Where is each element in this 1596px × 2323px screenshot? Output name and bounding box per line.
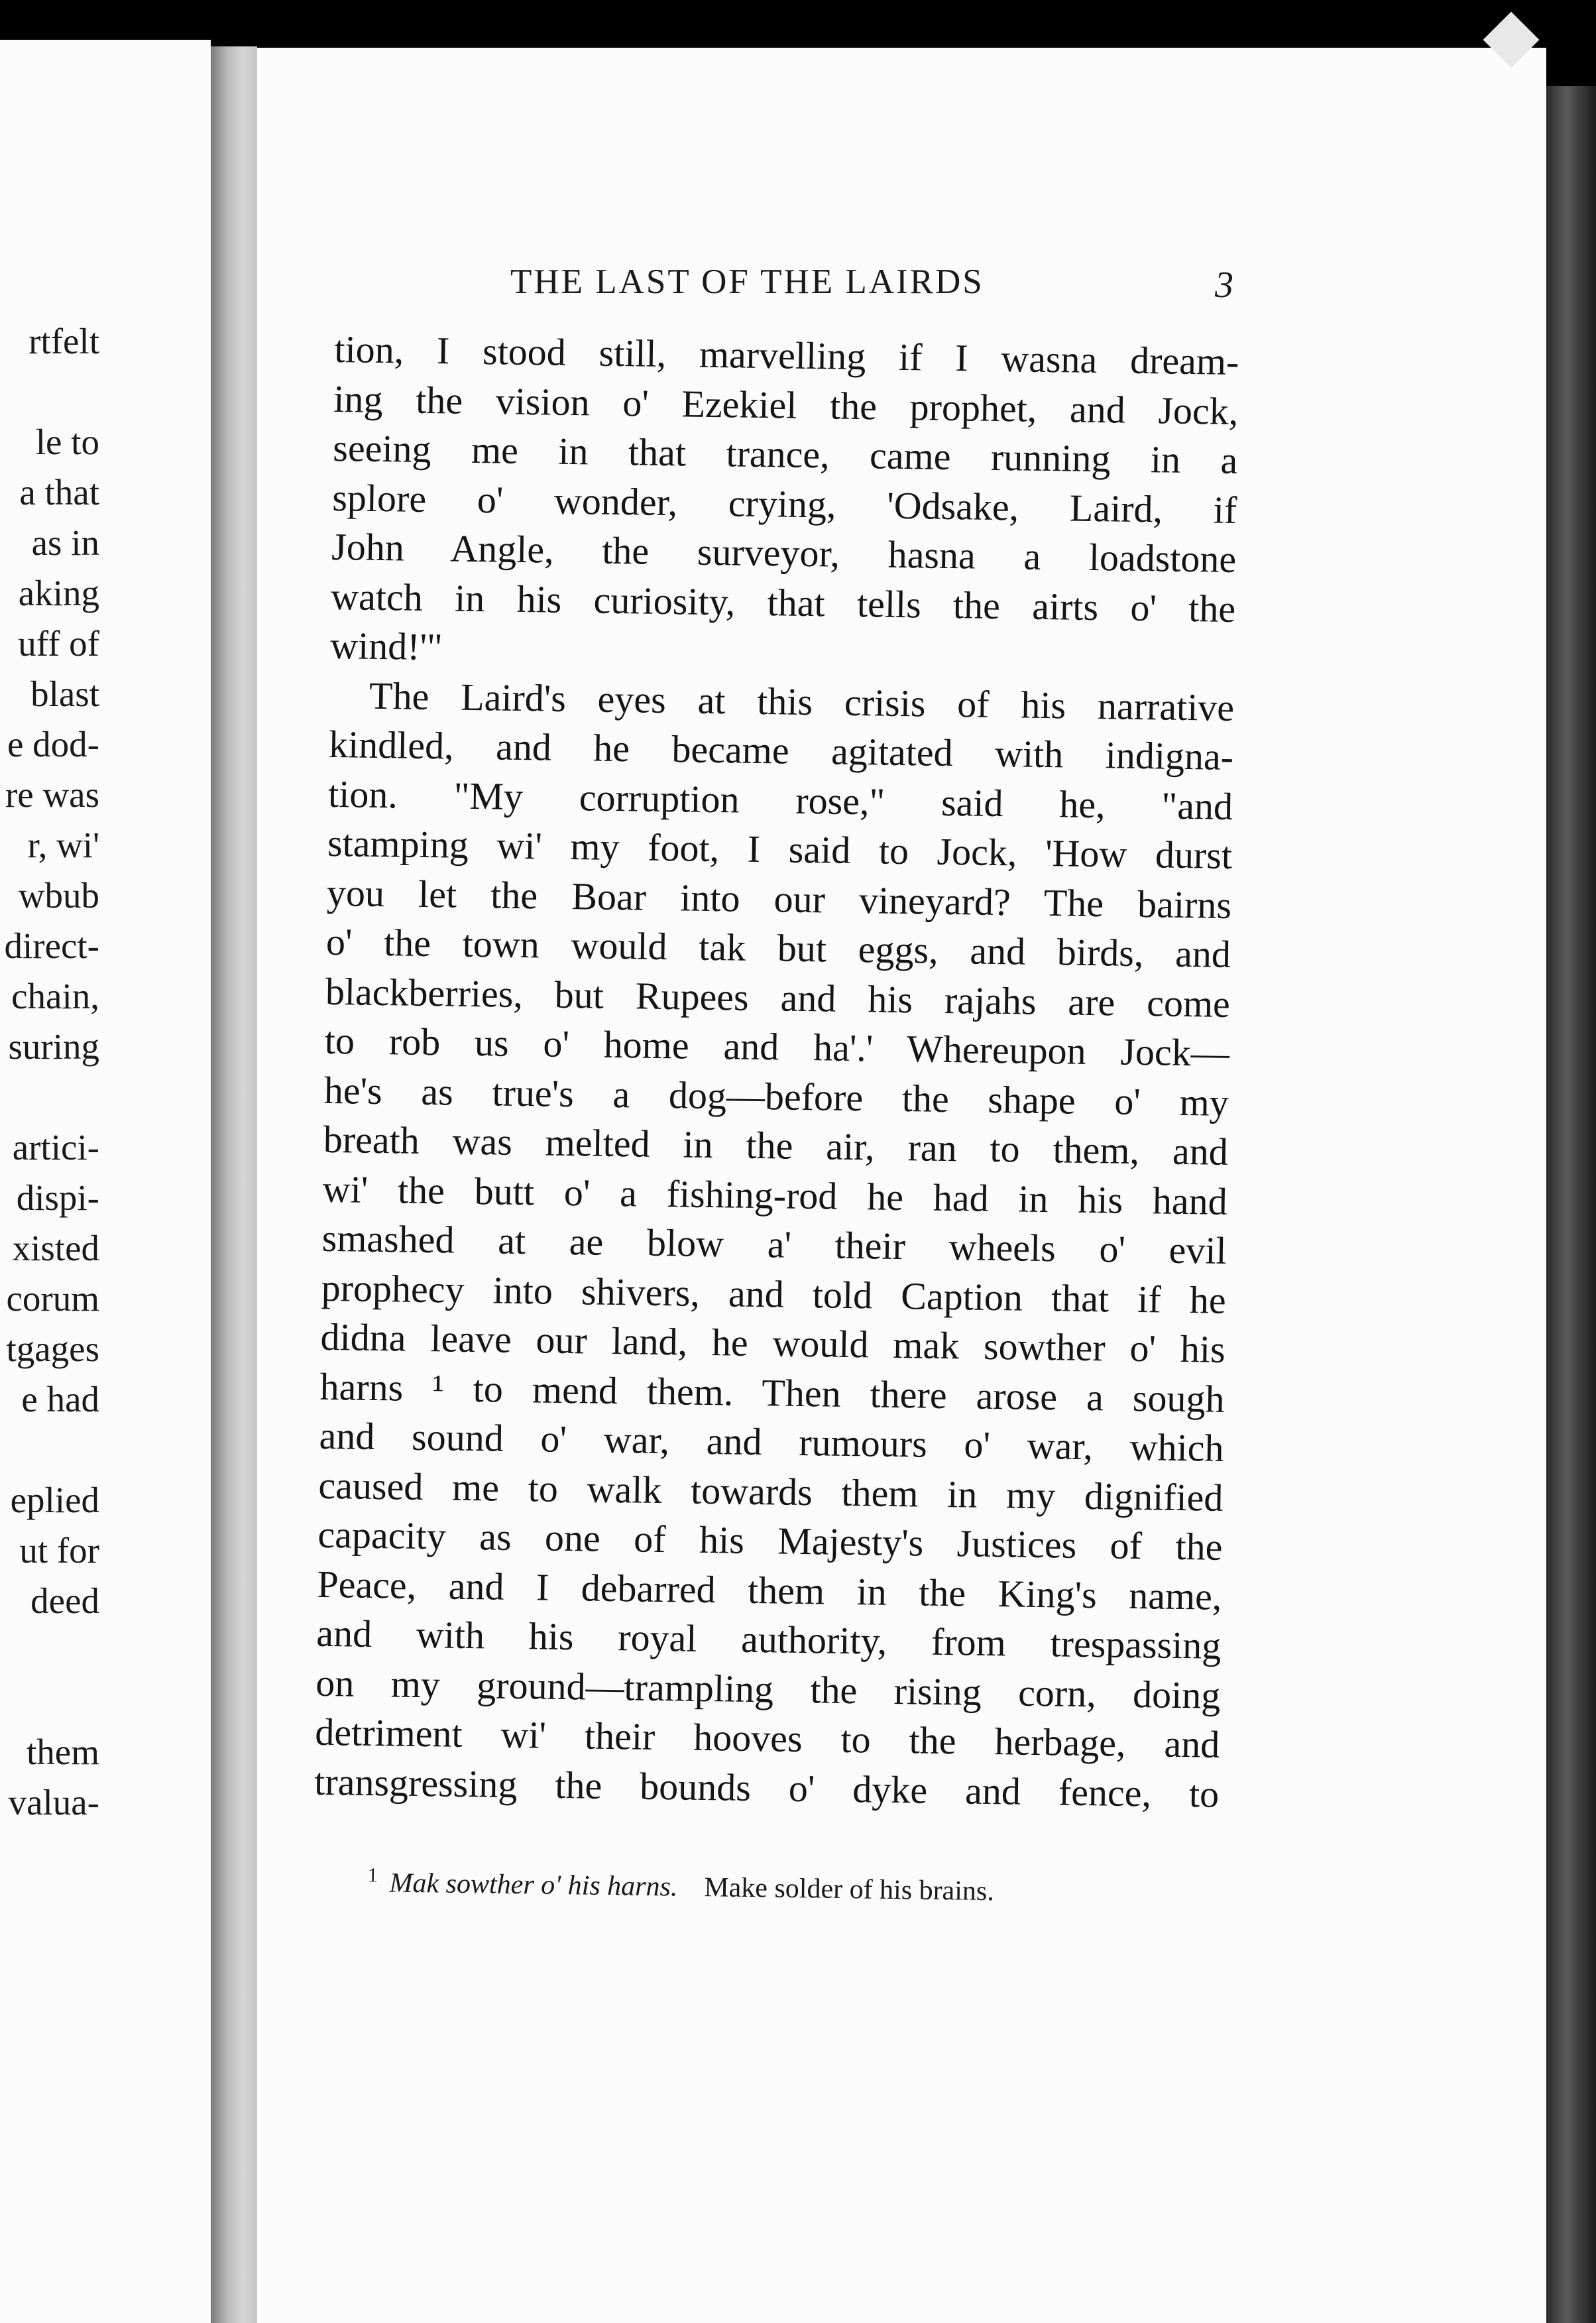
left-page-fragment: corum <box>6 1278 99 1319</box>
left-page-fragment: r, wi' <box>27 825 99 865</box>
left-page-fragment: aking <box>18 573 99 613</box>
body-line: John Angle, the surveyor, hasna a loadstone <box>331 524 1237 581</box>
body-line: harns ¹ to mend them. Then there arose a sough <box>319 1364 1225 1421</box>
body-line: wind!'" <box>329 623 443 669</box>
body-line: transgressing the bounds o' dyke and fence, to <box>314 1759 1220 1816</box>
body-line: The Laird's eyes at this crisis of his narrative <box>369 674 1235 729</box>
body-line: wi' the butt o' a fishing-rod he had in his hand <box>322 1167 1228 1223</box>
left-page-fragment: ut for <box>19 1530 99 1571</box>
body-line: tion, I stood still, marvelling if I wasna dream- <box>334 327 1239 384</box>
book-page-edges <box>1546 86 1596 2323</box>
left-page-fragment: le to <box>35 422 99 462</box>
left-page-fragment: deed <box>30 1580 99 1621</box>
left-facing-page <box>0 40 211 2323</box>
body-line: blackberries, but Rupees and his rajahs are come <box>325 969 1231 1026</box>
running-head: THE LAST OF THE LAIRDS <box>510 263 984 301</box>
footnote-mark: 1 <box>367 1864 378 1887</box>
body-line: caused me to walk towards them in my dignified <box>318 1463 1224 1519</box>
body-line: capacity as one of his Majesty's Justices of the <box>317 1512 1223 1569</box>
body-line: Peace, and I debarred them in the King's name, <box>317 1562 1222 1618</box>
body-line: seeing me in that trance, came running in a <box>332 426 1238 483</box>
left-page-fragment: blast <box>30 674 99 714</box>
left-page-fragment: e dod- <box>7 724 99 764</box>
body-line: ing the vision o' Ezekiel the prophet, and Jock, <box>333 377 1239 433</box>
left-page-fragment: xisted <box>12 1228 99 1268</box>
body-line: kindled, and he became agitated with indigna- <box>328 722 1234 778</box>
body-line: smashed at ae blow a' their wheels o' evil <box>321 1216 1227 1272</box>
body-line: he's as true's a dog—before the shape o' my <box>323 1068 1229 1124</box>
left-page-fragment: tgages <box>6 1329 99 1369</box>
book-gutter-shadow <box>211 46 257 2323</box>
body-line: and sound o' war, and rumours o' war, which <box>319 1413 1224 1470</box>
left-page-fragment: valua- <box>8 1782 99 1822</box>
left-page-fragment: dispi- <box>16 1177 99 1218</box>
left-page-fragment: re was <box>5 774 99 815</box>
footnote-phrase: Mak sowther o' his harns. <box>389 1868 678 1903</box>
left-page-fragment: wbub <box>18 875 99 916</box>
left-page-fragment: uff of <box>18 623 99 664</box>
left-page-fragment: suring <box>8 1026 99 1067</box>
body-line: o' the town would tak but eggs, and birds, and <box>325 920 1231 976</box>
page-number: 3 <box>1215 265 1233 306</box>
body-line: splore o' wonder, crying, 'Odsake, Laird, if <box>331 475 1237 532</box>
body-line: on my ground—trampling the rising corn, doing <box>315 1661 1221 1717</box>
left-page-fragment: direct- <box>4 925 99 966</box>
left-page-fragment: as in <box>31 522 99 563</box>
body-line: didna leave our land, he would mak sowther o' his <box>320 1315 1226 1371</box>
left-page-fragment: chain, <box>11 976 99 1016</box>
body-line: to rob us o' home and ha'.' Whereupon Jock— <box>324 1018 1230 1075</box>
body-line: you let the Boar into our vineyard? The bairns <box>326 870 1232 927</box>
left-page-fragment: rtfelt <box>28 321 99 361</box>
body-line: watch in his curiosity, that tells the airts o' the <box>330 574 1236 630</box>
body-line: detriment wi' their hooves to the herbage, and <box>314 1710 1220 1766</box>
body-text <box>314 325 1239 1819</box>
left-page-fragment: e had <box>21 1379 99 1419</box>
body-line: breath was melted in the air, ran to them, and <box>323 1117 1229 1173</box>
body-line: tion. "My corruption rose," said he, "and <box>327 772 1233 828</box>
body-line: prophecy into shivers, and told Caption that if he <box>321 1266 1227 1322</box>
left-page-fragment: artici- <box>12 1127 99 1167</box>
left-page-fragment: a that <box>19 472 99 512</box>
body-line: and with his royal authority, from trespassing <box>315 1611 1222 1667</box>
left-page-fragment: eplied <box>10 1480 99 1520</box>
left-page-fragment: them <box>27 1732 99 1772</box>
footnote-gloss: Make solder of his brains. <box>704 1872 995 1907</box>
body-line: stamping wi' my foot, I said to Jock, 'How durst <box>327 821 1233 877</box>
